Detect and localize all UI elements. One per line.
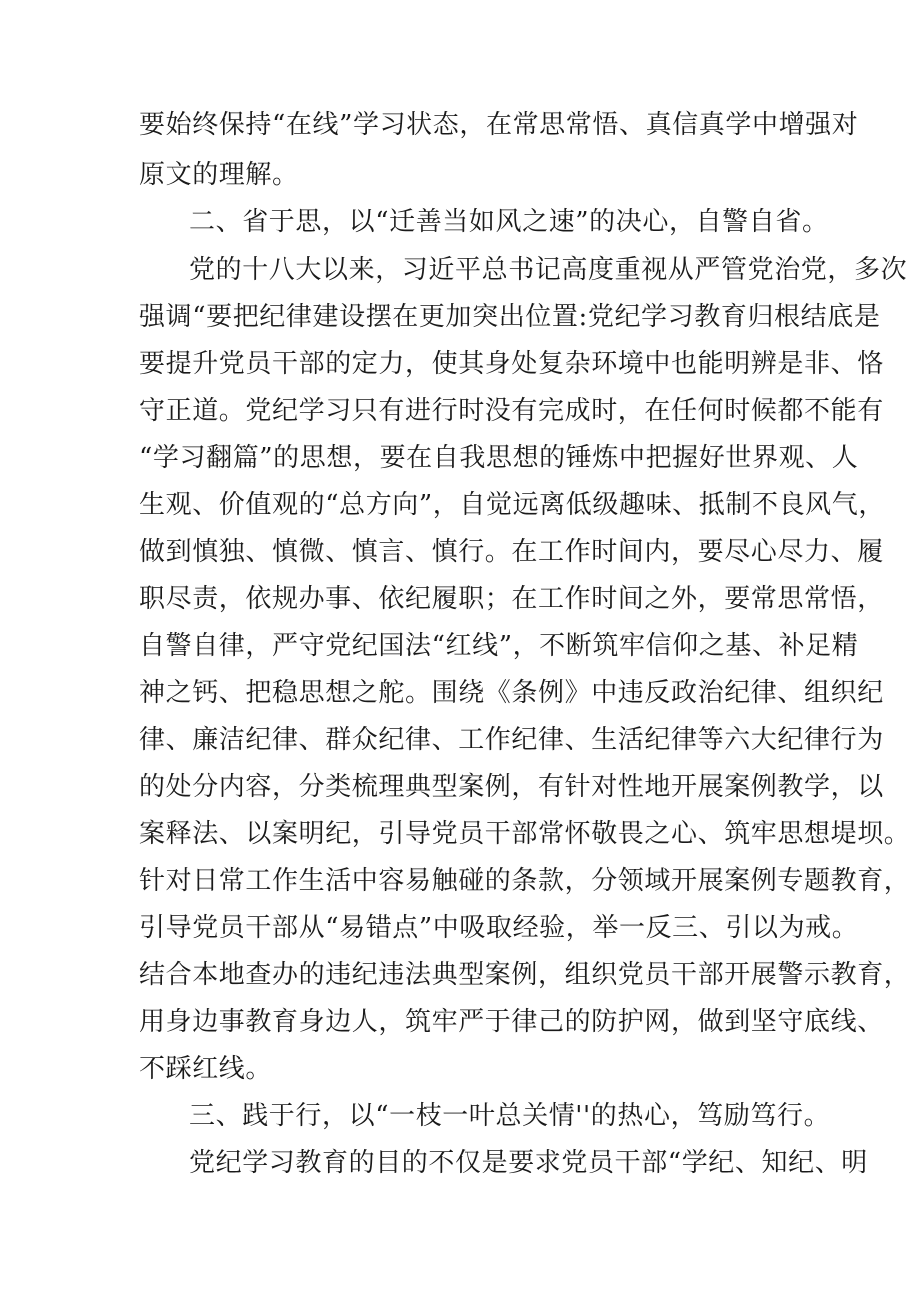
- text-line: 强调“要把纪律建设摆在更加突出位置:党纪学习教育归根结底是: [139, 302, 881, 332]
- text-line: 要提升党员干部的定力，使其身处复杂环境中也能明辨是非、恪: [139, 349, 884, 379]
- text-line: 党纪学习教育的目的不仅是要求党员干部“学纪、知纪、明: [189, 1148, 868, 1178]
- text-line: 律、廉洁纪律、群众纪律、工作纪律、生活纪律等六大纪律行为: [139, 725, 884, 755]
- text-line: 引导党员干部从“易错点”中吸取经验，举一反三、引以为戒。: [139, 913, 859, 943]
- text-line: 案释法、以案明纪，引导党员干部常怀敬畏之心、筑牢思想堤坝。: [139, 819, 911, 849]
- text-line: 生观、价值观的“总方向”，自觉远离低级趣味、抵制不良风气，: [139, 490, 885, 520]
- text-line: “学习翻篇”的思想，要在自我思想的锤炼中把握好世界观、人: [139, 443, 859, 473]
- text-line: 做到慎独、慎微、慎言、慎行。在工作时间内，要尽心尽力、履: [139, 537, 884, 567]
- text-line: 的处分内容，分类梳理典型案例，有针对性地开展案例教学，以: [139, 772, 884, 802]
- text-line: 神之钙、把稳思想之舵。围绕《条例》中违反政治纪律、组织纪: [139, 678, 884, 708]
- section-heading: 三、践于行，以“一枝一叶总关情''的热心，笃励笃行。: [189, 1101, 831, 1131]
- text-line: 用身边事教育身边人，筑牢严于律己的防护网，做到坚守底线、: [139, 1007, 884, 1037]
- text-line: 要始终保持“在线”学习状态，在常思常悟、真信真学中增强对: [139, 110, 859, 140]
- text-line: 针对日常工作生活中容易触碰的条款，分领域开展案例专题教育，: [139, 866, 911, 896]
- text-line: 原文的理解。: [139, 160, 299, 190]
- text-line: 职尽责，依规办事、依纪履职；在工作时间之外，要常思常悟，: [139, 584, 884, 614]
- text-line: 结合本地查办的违纪违法典型案例，组织党员干部开展警示教育，: [139, 960, 911, 990]
- text-line: 不踩红线。: [139, 1054, 273, 1084]
- section-heading: 二、省于思，以“迁善当如风之速”的决心，自警自省。: [189, 207, 829, 237]
- text-line: 守正道。党纪学习只有进行时没有完成时，在任何时候都不能有: [139, 396, 884, 426]
- text-line: 党的十八大以来，习近平总书记高度重视从严管党治党，多次: [189, 255, 908, 285]
- text-line: 自警自律，严守党纪国法“红线”，不断筑牢信仰之基、补足精: [139, 631, 859, 661]
